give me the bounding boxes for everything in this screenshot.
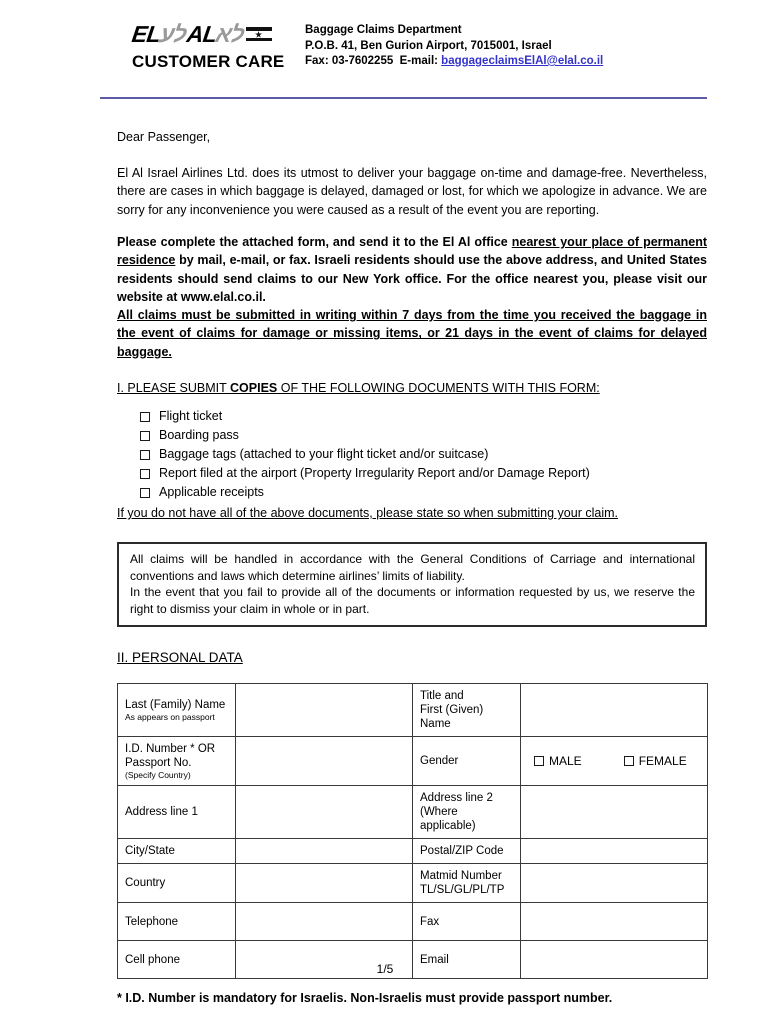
intro-paragraph: El Al Israel Airlines Ltd. does its utmost to deliver your baggage on-time and damage-free. Nevertheless, there are cases in which baggage is delayed, damaged or lost, for which we apologize in advance. We are sorry for any inconvenience you were caused as a result of the event you are reporting.	[117, 165, 707, 217]
logo-text-el: EL	[130, 20, 163, 47]
input-postal-code[interactable]	[521, 839, 708, 864]
cell-label-matmid-number	[413, 864, 521, 903]
label-sublabel: (Specify Country)	[125, 770, 191, 781]
checkbox-male[interactable]	[534, 756, 544, 766]
table-row	[118, 737, 708, 786]
checkbox-female[interactable]	[624, 756, 634, 766]
brand-block	[100, 22, 305, 72]
liability-notice-box	[117, 542, 707, 627]
cell-label-address-1	[118, 786, 236, 839]
email-label: E-mail:	[399, 55, 438, 67]
label-text-line2: TL/SL/GL/PL/TP	[420, 884, 505, 897]
list-item[interactable]	[117, 407, 707, 426]
logo-text-hebrew-right: לא	[214, 20, 246, 47]
input-last-name[interactable]	[236, 684, 413, 737]
cell-label-country	[118, 864, 236, 903]
label-text-line1: Address line 2	[420, 792, 493, 805]
label-text: Cell phone	[125, 953, 180, 966]
cell-label-city-state	[118, 839, 236, 864]
section-one-heading-bold: COPIES	[230, 381, 278, 396]
email-link[interactable]: baggageclaimsElAl@elal.co.il	[441, 55, 604, 67]
elal-logo	[132, 22, 305, 46]
input-id-number[interactable]	[236, 737, 413, 786]
label-text-line1: Matmid Number	[420, 870, 502, 883]
gender-option-female[interactable]	[624, 754, 687, 768]
cell-label-address-2	[413, 786, 521, 839]
document-body	[117, 128, 707, 1005]
list-item-label: Flight ticket	[159, 409, 223, 424]
cell-label-first-name	[413, 684, 521, 737]
input-address-1[interactable]	[236, 786, 413, 839]
documents-note: If you do not have all of the above documents, please state so when submitting your claim.	[117, 506, 618, 521]
label-text: Telephone	[125, 915, 179, 928]
input-country[interactable]	[236, 864, 413, 903]
gender-male-label: MALE	[549, 754, 582, 769]
input-address-2[interactable]	[521, 786, 708, 839]
instructions-part1: Please complete the attached form, and send it to the El Al office	[117, 235, 512, 249]
label-text: City/State	[125, 845, 175, 858]
checkbox-airport-report[interactable]	[140, 469, 150, 479]
checkbox-applicable-receipts[interactable]	[140, 488, 150, 498]
department-address: P.O.B. 41, Ben Gurion Airport, 7015001, Israel	[305, 39, 552, 52]
deadline-paragraph	[117, 306, 707, 361]
logo-text-hebrew-left: לע	[158, 20, 189, 47]
label-text-line2: (Where applicable)	[420, 806, 476, 833]
list-item-label: Report filed at the airport (Property Irregularity Report and/or Damage Report)	[159, 466, 590, 481]
greeting-text: Dear Passenger,	[117, 130, 211, 144]
checkbox-baggage-tags[interactable]	[140, 450, 150, 460]
label-text-line2: First (Given) Name	[420, 704, 484, 731]
fax-label: Fax: 03-7602255	[305, 55, 394, 67]
label-sublabel: As appears on passport	[125, 712, 215, 723]
instructions-part2: by mail, e-mail, or fax. Israeli residents should use the above address, and United States residents should send claims to our New York office. For the office nearest you, please visit our website at www.elal.co.il.	[117, 253, 707, 304]
input-city-state[interactable]	[236, 839, 413, 864]
label-text-line1: Title and	[420, 690, 464, 703]
instructions-emphasis: nearest your place of permanent residence	[117, 235, 707, 268]
liability-notice-line1: All claims will be handled in accordance with the General Conditions of Carriage and international conventions and laws which determine airlines’ limits of liability.	[130, 552, 695, 583]
document-header	[100, 22, 707, 72]
page-number: 1/5	[376, 962, 394, 976]
input-telephone[interactable]	[236, 903, 413, 941]
table-row	[118, 786, 708, 839]
personal-data-table	[117, 683, 708, 979]
checkbox-boarding-pass[interactable]	[140, 431, 150, 441]
section-one-heading-pre: I. PLEASE SUBMIT	[117, 381, 231, 396]
required-documents-list	[117, 407, 707, 502]
table-row	[118, 839, 708, 864]
label-text: Gender	[420, 755, 459, 768]
israel-flag-icon	[246, 24, 272, 44]
department-address-block	[305, 22, 707, 70]
section-two-heading: II. PERSONAL DATA	[117, 650, 243, 666]
label-text-line1: I.D. Number * OR	[125, 743, 216, 756]
list-item[interactable]	[117, 483, 707, 502]
list-item[interactable]	[117, 426, 707, 445]
gender-option-male[interactable]	[534, 754, 582, 768]
cell-label-id-number	[118, 737, 236, 786]
id-number-footnote: * I.D. Number is mandatory for Israelis. Non-Israelis must provide passport number.	[117, 991, 613, 1006]
gender-options-cell	[521, 737, 708, 786]
section-one-heading-post: OF THE FOLLOWING DOCUMENTS WITH THIS FORM:	[277, 381, 600, 396]
header-divider	[100, 97, 707, 99]
gender-female-label: FEMALE	[638, 754, 687, 769]
deadline-text: All claims must be submitted in writing within 7 days from the time you received the baggage in the event of claims for damage or missing items, or 21 days in the event of claims for delayed baggage.	[117, 308, 707, 359]
table-row	[118, 864, 708, 903]
label-text: Fax	[420, 915, 440, 928]
list-item-label: Boarding pass	[159, 428, 239, 443]
logo-text-al: AL	[184, 20, 219, 47]
list-item-label: Applicable receipts	[159, 485, 264, 500]
label-text: Address line 1	[125, 806, 198, 819]
department-name: Baggage Claims Department	[305, 24, 462, 36]
list-item[interactable]	[117, 445, 707, 464]
label-text: Email	[420, 953, 449, 966]
table-row	[118, 903, 708, 941]
label-text: Country	[125, 877, 166, 890]
cell-label-fax	[413, 903, 521, 941]
label-text: Postal/ZIP Code	[420, 845, 504, 858]
instructions-paragraph	[117, 233, 707, 306]
list-item[interactable]	[117, 464, 707, 483]
input-first-name[interactable]	[521, 684, 708, 737]
input-matmid-number[interactable]	[521, 864, 708, 903]
list-item-label: Baggage tags (attached to your flight ticket and/or suitcase)	[159, 447, 489, 462]
cell-label-postal-code	[413, 839, 521, 864]
cell-label-last-name	[118, 684, 236, 737]
section-one-heading	[117, 381, 707, 395]
label-text-line2: Passport No.	[125, 757, 192, 770]
customer-care-title: CUSTOMER CARE	[132, 52, 285, 71]
cell-label-telephone	[118, 903, 236, 941]
table-row	[118, 684, 708, 737]
contact-line	[305, 54, 707, 70]
checkbox-flight-ticket[interactable]	[140, 412, 150, 422]
section-two-heading-wrap	[117, 649, 707, 667]
liability-notice-line2: In the event that you fail to provide all of the documents or information requested by us, we reserve the right to dismiss your claim in whole or in part.	[130, 585, 695, 616]
label-text: Last (Family) Name	[125, 699, 226, 712]
cell-label-gender	[413, 737, 521, 786]
input-fax[interactable]	[521, 903, 708, 941]
